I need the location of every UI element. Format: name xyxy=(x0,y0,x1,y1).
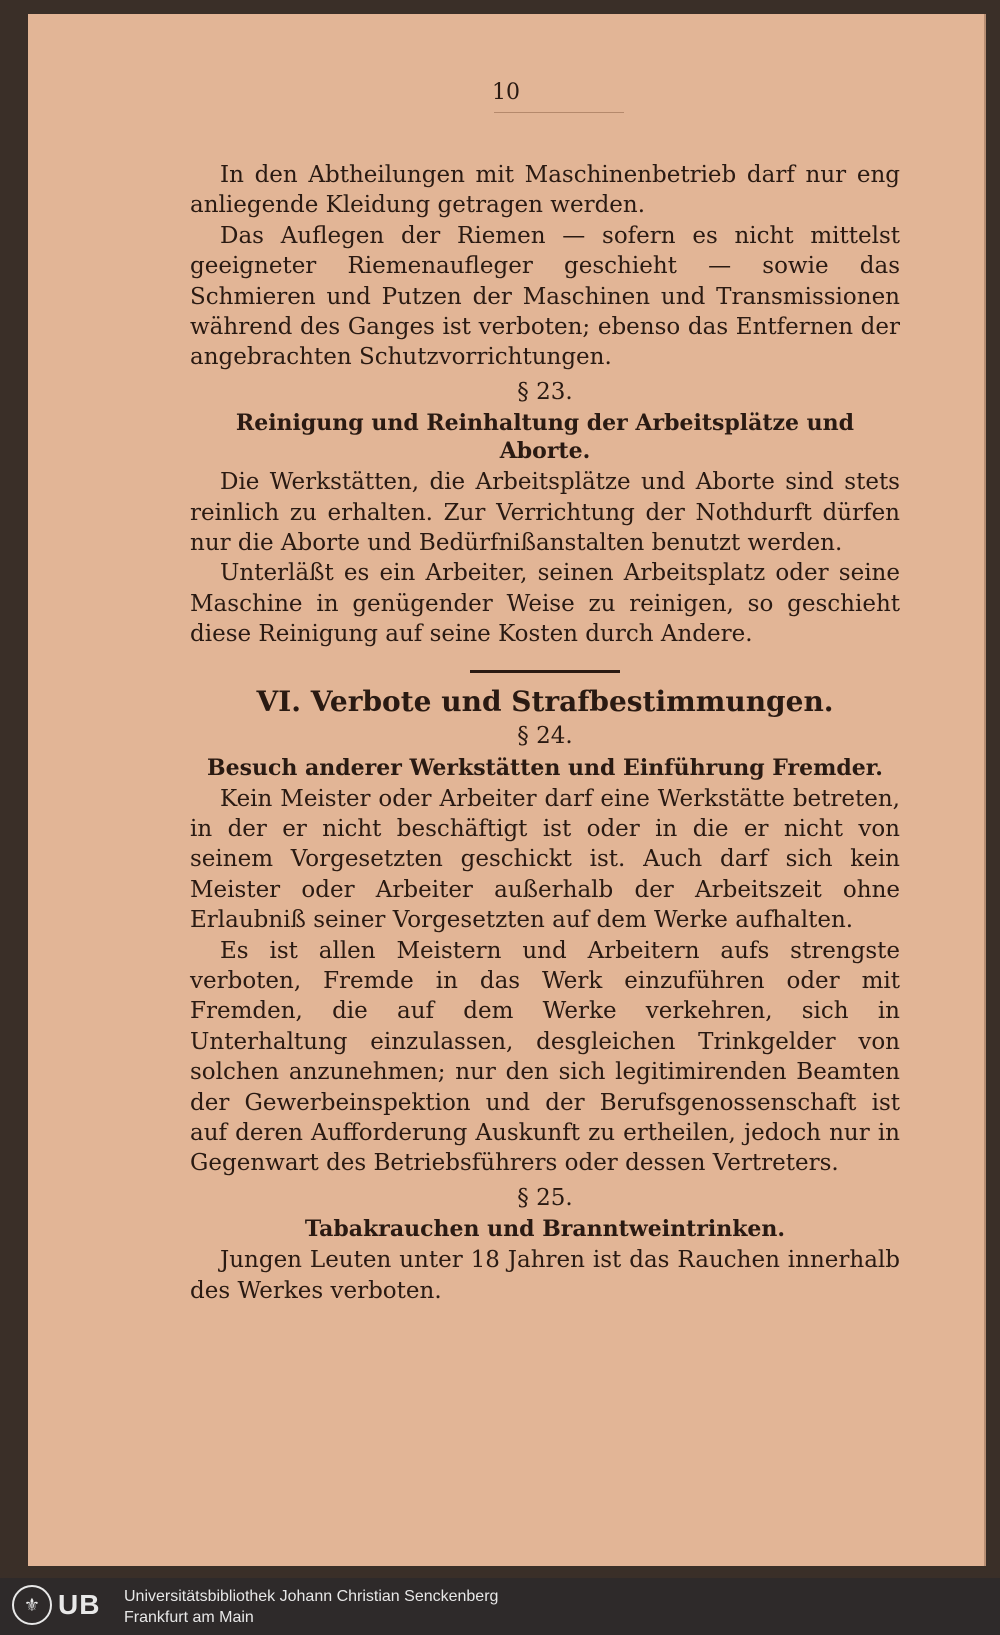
library-logo xyxy=(12,1584,114,1626)
chapter-heading: VI. Verbote und Strafbestimmungen. xyxy=(256,684,834,718)
page-number: 10 xyxy=(492,80,520,105)
paragraph: Die Werkstätten, die Arbeitsplätze und Aborte sind stets reinlich zu erhalten. Zur Verrichtung der Nothdurft dürfen nur die Aborte und Bedürfnißanstalten benutzt werden. xyxy=(190,469,900,557)
section-heading: Besuch anderer Werkstätten und Einführung Fremder. xyxy=(207,754,883,781)
library-city: Frankfurt am Main xyxy=(124,1609,254,1626)
paragraph: Unterläßt es ein Arbeiter, seinen Arbeitsplatz oder seine Maschine in genügender Weise zu reinigen, so geschieht diese Reinigung auf seine Kosten durch Andere. xyxy=(190,560,900,648)
section-number: § 24. xyxy=(517,723,573,750)
library-footer xyxy=(0,1578,1000,1635)
chapter-divider xyxy=(470,670,620,673)
document-page xyxy=(28,14,986,1566)
library-emblem-icon: ⚜ xyxy=(12,1585,52,1625)
section-number: § 25. xyxy=(517,1184,573,1211)
paragraph: In den Abtheilungen mit Maschinenbetrieb darf nur eng anliegende Kleidung getragen werden. xyxy=(190,162,900,219)
library-name: Universitätsbibliothek Johann Christian Senckenberg xyxy=(124,1588,499,1605)
section-heading: Tabakrauchen und Branntweintrinken. xyxy=(304,1216,786,1243)
section-number: § 23. xyxy=(517,378,573,405)
paragraph: Das Auflegen der Riemen — sofern es nicht mittelst geeigneter Riemenaufleger geschieht — sowie das Schmieren und Putzen der Maschinen und Transmissionen während des Ganges ist verboten; ebenso das Entfernen der angebrachten Schutzvorrichtungen. xyxy=(190,222,900,371)
paragraph: Es ist allen Meistern und Arbeitern aufs strengste verboten, Fremde in das Werk einzuführen oder mit Fremden, die auf dem Werke verkehren, sich in Unterhaltung einzulassen, desgleichen Trinkgelder von solchen anzunehmen; nur den sich legitimirenden Beamten der Gewerbeinspektion und der Berufsgenossenschaft ist auf deren Aufforderung Auskunft zu ertheilen, jedoch nur in Gegenwart des Betriebsführers oder dessen Vertreters. xyxy=(190,937,900,1177)
paragraph: Jungen Leuten unter 18 Jahren ist das Rauchen innerhalb des Werkes verboten. xyxy=(190,1247,900,1304)
section-heading: Reinigung und Reinhaltung der Arbeitsplätze und Aborte. xyxy=(235,410,855,465)
library-credit xyxy=(124,1586,498,1628)
paragraph: Kein Meister oder Arbeiter darf eine Werkstätte betreten, in der er nicht beschäftigt ist oder in die er nicht von seinem Vorgesetzten geschickt ist. Auch darf sich kein Meister oder Arbeiter außerhalb der Arbeitszeit ohne Erlaubniß seiner Vorgesetzten auf dem Werke aufhalten. xyxy=(190,785,900,934)
library-logo-text: UB xyxy=(58,1589,101,1620)
page-number-rule xyxy=(494,112,624,113)
page-body xyxy=(190,160,900,1306)
